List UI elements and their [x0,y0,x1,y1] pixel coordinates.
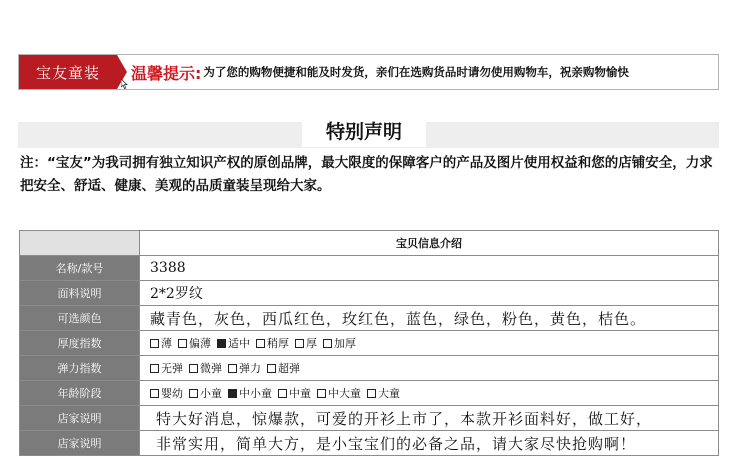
unchecked-box-icon [150,339,159,348]
unchecked-box-icon [228,364,237,373]
row-value-shop-note-2: 非常实用，简单大方，是小宝宝们的必备之品，请大家尽快抢购啊！ [140,431,719,456]
option-item [295,335,317,351]
option-label: 大童 [378,387,400,400]
option-item [228,360,261,376]
unchecked-box-icon [189,389,198,398]
option-item [228,385,272,401]
statement-note: 注：“宝友”为我司拥有独立知识产权的原创品牌，最大限度的保障客户的产品及图片使用权益和您的店铺安全，力求把安全、舒适、健康、美观的品质童装呈现给大家。 [20,155,713,194]
option-item [267,360,300,376]
brand-label: 宝友童装 [19,55,117,89]
option-item [150,360,183,376]
option-item [150,385,183,401]
row-label-elasticity: 弹力指数 [20,356,140,381]
table-header-title: 宝贝信息介绍 [140,231,719,256]
table-row [20,431,719,456]
table-header-blank [20,231,140,256]
row-label-name: 名称/款号 [20,256,140,281]
unchecked-box-icon [256,339,265,348]
cursor-icon [121,79,128,89]
row-label-shop-note-1: 店家说明 [20,406,140,431]
age-options [150,385,718,401]
option-label: 厚 [306,337,317,350]
product-info-table [19,230,719,456]
table-row [20,281,719,306]
option-label: 适中 [228,337,250,350]
unchecked-box-icon [295,339,304,348]
option-item [323,335,356,351]
option-label: 中小童 [239,387,272,400]
tip-text: 为了您的购物便捷和能及时发货，亲们在选购货品时请勿使用购物车，祝亲购物愉快 [203,65,629,79]
row-value-fabric: 2*2罗纹 [140,281,719,306]
option-label: 小童 [200,387,222,400]
option-label: 无弹 [161,362,183,375]
row-value-colors: 藏青色，灰色，西瓜红色，玫红色，蓝色，绿色，粉色，黄色，桔色。 [140,306,719,331]
option-label: 中大童 [328,387,361,400]
tip-title: 温馨提示: [131,63,202,83]
option-label: 超弹 [278,362,300,375]
section-title: 特别声明 [302,113,426,147]
row-value-elasticity [140,356,719,381]
option-label: 薄 [161,337,172,350]
row-label-colors: 可选颜色 [20,306,140,331]
option-label: 加厚 [334,337,356,350]
option-label: 弹力 [239,362,261,375]
table-row [20,406,719,431]
option-label: 偏薄 [189,337,211,350]
table-row [20,331,719,356]
table-row [20,256,719,281]
option-item [189,385,222,401]
unchecked-box-icon [317,389,326,398]
checked-box-icon [217,339,226,348]
row-label-thickness: 厚度指数 [20,331,140,356]
thickness-options [150,335,718,351]
checked-box-icon [228,389,237,398]
unchecked-box-icon [267,364,276,373]
row-label-age: 年龄阶段 [20,381,140,406]
option-item [178,335,211,351]
table-row [20,306,719,331]
notice-banner [18,54,719,90]
option-item [367,385,400,401]
row-label-fabric: 面料说明 [20,281,140,306]
row-value-name: 3388 [140,256,719,281]
row-value-thickness [140,331,719,356]
option-item [150,335,172,351]
row-value-age [140,381,719,406]
option-label: 婴幼 [161,387,183,400]
option-label: 稍厚 [267,337,289,350]
table-header-row [20,231,719,256]
option-item [217,335,250,351]
row-label-shop-note-2: 店家说明 [20,431,140,456]
option-label: 微弹 [200,362,222,375]
table-row [20,381,719,406]
unchecked-box-icon [150,364,159,373]
unchecked-box-icon [189,364,198,373]
row-value-shop-note-1: 特大好消息，惊爆款，可爱的开衫上市了，本款开衫面料好，做工好， [140,406,719,431]
option-item [189,360,222,376]
option-item [256,335,289,351]
option-item [317,385,361,401]
table-row [20,356,719,381]
option-label: 中童 [289,387,311,400]
unchecked-box-icon [323,339,332,348]
elasticity-options [150,360,718,376]
unchecked-box-icon [178,339,187,348]
option-item [278,385,311,401]
unchecked-box-icon [150,389,159,398]
unchecked-box-icon [367,389,376,398]
unchecked-box-icon [278,389,287,398]
